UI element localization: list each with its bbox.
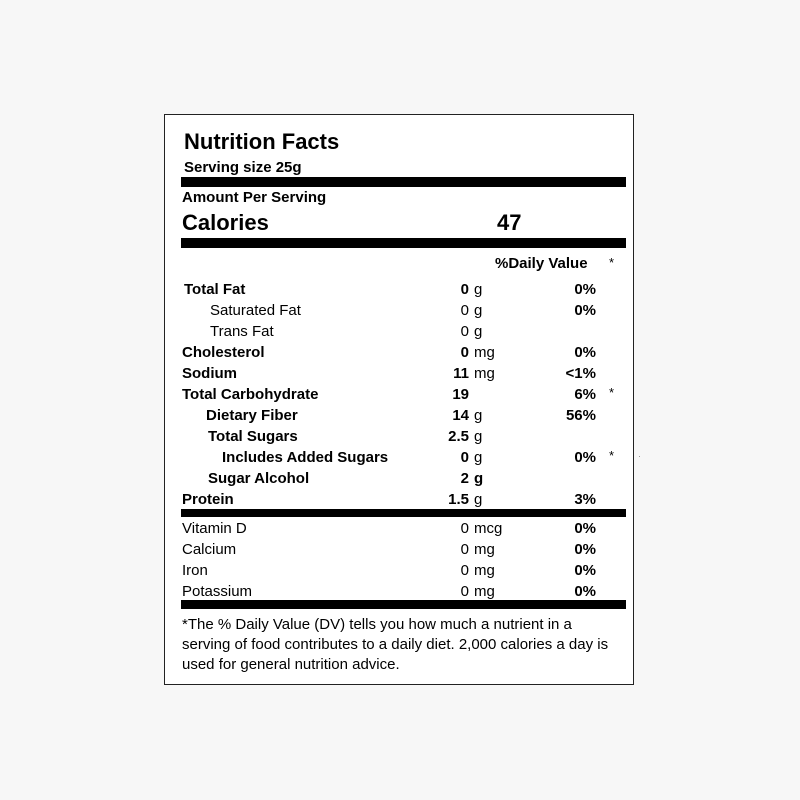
nutrient-name: Trans Fat xyxy=(210,323,274,340)
nutrient-amount: 0 xyxy=(460,562,469,579)
calories-value: 47 xyxy=(497,210,522,235)
nutrient-name: Total Fat xyxy=(184,281,246,298)
nutrient-amount: 0 xyxy=(460,449,469,466)
nutrient-unit: mg xyxy=(474,365,495,382)
vitamin-row xyxy=(165,539,633,560)
nutrient-name: Potassium xyxy=(182,583,253,600)
nutrient-unit: g xyxy=(474,449,483,466)
nutrient-name: Total Carbohydrate xyxy=(182,386,319,403)
nutrient-daily-value: 0% xyxy=(574,520,596,537)
nutrient-row xyxy=(165,489,633,510)
nutrient-name: Cholesterol xyxy=(182,344,265,361)
nutrient-daily-value: 6% xyxy=(574,386,596,403)
nutrient-daily-value: 3% xyxy=(574,491,596,508)
nutrient-row xyxy=(165,300,633,321)
nutrient-amount: 0 xyxy=(460,520,469,537)
nutrient-amount: 1.5 xyxy=(448,491,469,508)
thick-divider-bottom xyxy=(181,600,626,609)
nutrient-unit: g xyxy=(474,428,483,445)
footnote: *The % Daily Value (DV) tells you how much a nutrient in a serving of food contributes to a daily diet. 2,000 calories a day is used for general nutrition advice. xyxy=(182,616,609,673)
nutrient-unit: mg xyxy=(474,344,495,361)
thick-divider-top xyxy=(181,177,626,187)
nutrient-asterisk: * xyxy=(609,385,615,400)
nutrient-amount: 0 xyxy=(460,583,469,600)
nutrient-row xyxy=(165,363,633,384)
nutrient-amount: 2.5 xyxy=(448,428,469,445)
label-title: Nutrition Facts xyxy=(184,129,340,154)
nutrient-daily-value: 0% xyxy=(574,281,596,298)
nutrient-amount: 0 xyxy=(460,302,469,319)
nutrient-name: Includes Added Sugars xyxy=(222,449,389,466)
nutrient-daily-value: <1% xyxy=(565,365,596,382)
nutrient-row xyxy=(165,468,633,489)
nutrient-unit: mcg xyxy=(474,520,503,537)
nutrient-row xyxy=(165,321,633,342)
nutrient-amount: 0 xyxy=(460,541,469,558)
nutrient-daily-value: 0% xyxy=(574,302,596,319)
nutrient-amount: 2 xyxy=(460,470,469,487)
nutrient-unit: g xyxy=(474,407,483,424)
nutrient-name: Sodium xyxy=(182,365,237,382)
nutrient-unit: mg xyxy=(474,541,495,558)
nutrient-daily-value: 0% xyxy=(574,583,596,600)
nutrient-unit: g xyxy=(474,302,483,319)
nutrient-name: Vitamin D xyxy=(182,520,247,537)
nutrient-unit: g xyxy=(474,323,483,340)
nutrient-amount: 0 xyxy=(460,344,469,361)
nutrient-row xyxy=(165,342,633,363)
nutrient-row xyxy=(165,426,633,447)
vitamin-row xyxy=(165,560,633,581)
nutrient-daily-value: 56% xyxy=(565,407,596,424)
nutrient-daily-value: 0% xyxy=(574,562,596,579)
nutrient-amount: 0 xyxy=(460,281,469,298)
thick-divider-calories xyxy=(181,238,626,248)
nutrient-amount: 11 xyxy=(453,365,469,382)
thick-divider-protein xyxy=(181,509,626,517)
nutrient-amount: 19 xyxy=(452,386,469,403)
daily-value-asterisk: * xyxy=(609,255,615,270)
nutrient-name: Dietary Fiber xyxy=(206,407,298,424)
nutrient-daily-value: 0% xyxy=(574,541,596,558)
nutrient-unit: g xyxy=(474,281,483,298)
nutrient-daily-value: 0% xyxy=(574,449,596,466)
nutrient-name: Iron xyxy=(182,562,208,579)
nutrient-name: Sugar Alcohol xyxy=(208,470,310,487)
nutrient-name: Saturated Fat xyxy=(210,302,301,319)
vitamin-row xyxy=(165,581,633,602)
nutrient-row xyxy=(165,447,633,468)
daily-value-header: %Daily Value xyxy=(495,255,588,272)
nutrient-unit: g xyxy=(474,470,484,487)
nutrient-unit: mg xyxy=(474,583,495,600)
nutrient-amount: 14 xyxy=(452,407,469,424)
nutrient-name: Protein xyxy=(182,491,234,508)
nutrient-row xyxy=(165,384,633,405)
stray-dot xyxy=(639,456,640,457)
nutrient-name: Calcium xyxy=(182,541,237,558)
calories-label: Calories xyxy=(182,210,269,235)
nutrient-row xyxy=(165,405,633,426)
nutrient-amount: 0 xyxy=(460,323,469,340)
nutrition-facts-label xyxy=(164,114,634,685)
serving-size: Serving size 25g xyxy=(184,159,302,176)
nutrient-name: Total Sugars xyxy=(208,428,298,445)
nutrient-asterisk: * xyxy=(609,448,615,463)
vitamin-row xyxy=(165,518,633,539)
nutrient-daily-value: 0% xyxy=(574,344,596,361)
amount-per-serving: Amount Per Serving xyxy=(182,189,327,206)
nutrient-row xyxy=(165,279,633,300)
nutrient-unit: g xyxy=(474,491,483,508)
nutrient-unit: mg xyxy=(474,562,495,579)
